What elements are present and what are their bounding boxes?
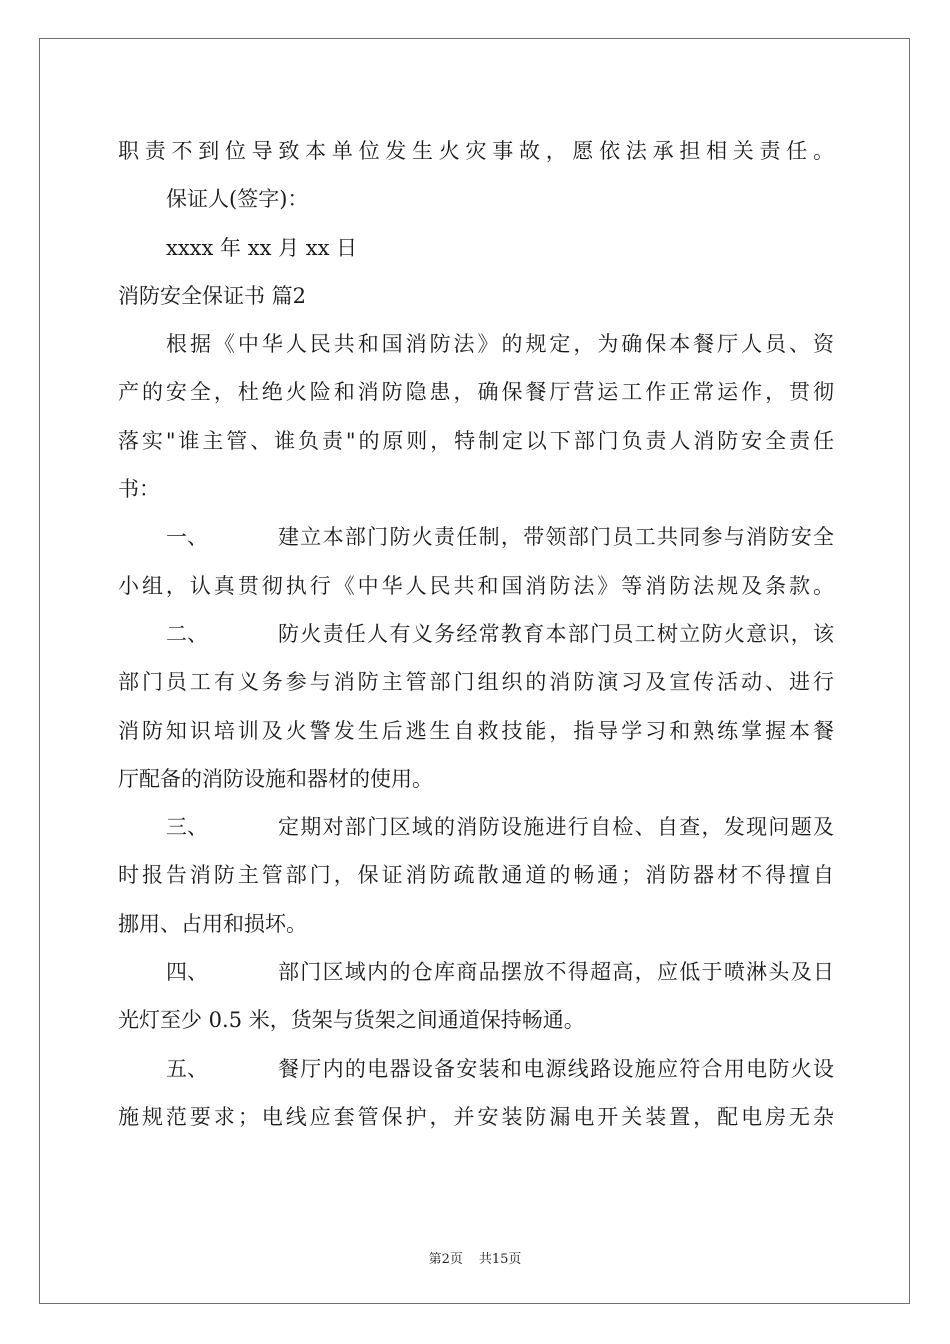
- section-heading: 消防安全保证书 篇2: [118, 283, 307, 308]
- paragraph-line: 挪用、占用和损坏。: [118, 911, 307, 936]
- list-number: 四、: [166, 960, 208, 985]
- list-text: 餐厅内的电器设备安装和电源线路设施应符合用电防火设: [278, 1056, 834, 1081]
- list-item-4: [118, 948, 834, 996]
- paragraph-line: 时报告消防主管部门，保证消防疏散通道的畅通；消防器材不得擅自: [118, 863, 834, 888]
- list-text: 部门区域内的仓库商品摆放不得超高，应低于喷淋头及日: [278, 960, 834, 985]
- paragraph-line: 落实"谁主管、谁负责"的原则，特制定以下部门负责人消防安全责任: [118, 428, 834, 453]
- list-item-3: [118, 803, 834, 851]
- paragraph-line: 产的安全，杜绝火险和消防隐患，确保餐厅营运工作正常运作，贯彻: [118, 380, 834, 405]
- page-number: 第2页: [428, 1252, 463, 1267]
- date-line: xxxx 年 xx 月 xx 日: [166, 235, 358, 260]
- list-text: 防火责任人有义务经常教育本部门员工树立防火意识，该: [278, 621, 834, 646]
- paragraph-line: 职责不到位导致本单位发生火灾事故，愿依法承担相关责任。: [118, 139, 834, 163]
- paragraph-line: 厅配备的消防设施和器材的使用。: [118, 766, 433, 791]
- document-body: [118, 127, 834, 1141]
- list-number: 五、: [166, 1056, 208, 1081]
- list-item-5: [118, 1045, 834, 1093]
- page-footer: [0, 1248, 950, 1267]
- list-item-1: [118, 513, 834, 561]
- list-number: 三、: [166, 815, 208, 840]
- paragraph-line: 光灯至少 0.5 米，货架与货架之间通道保持畅通。: [118, 1008, 585, 1033]
- paragraph-line: 根据《中华人民共和国消防法》的规定，为确保本餐厅人员、资: [166, 332, 834, 357]
- list-item-2: [118, 610, 834, 658]
- list-text: 建立本部门防火责任制，带领部门员工共同参与消防安全: [278, 525, 834, 550]
- paragraph-line: 部门员工有义务参与消防主管部门组织的消防演习及宣传活动、进行: [118, 670, 834, 695]
- paragraph-line: 施规范要求；电线应套管保护，并安装防漏电开关装置，配电房无杂: [118, 1104, 834, 1129]
- list-number: 一、: [166, 525, 208, 550]
- paragraph-line: 小组，认真贯彻执行《中华人民共和国消防法》等消防法规及条款。: [118, 573, 834, 598]
- list-text: 定期对部门区域的消防设施进行自检、自查，发现问题及: [278, 815, 834, 840]
- list-number: 二、: [166, 621, 208, 646]
- paragraph-line: 书：: [118, 477, 160, 502]
- signature-label: 保证人(签字)：: [166, 187, 309, 212]
- page-total: 共15页: [478, 1252, 522, 1267]
- paragraph-line: 消防知识培训及火警发生后逃生自救技能，指导学习和熟练掌握本餐: [118, 718, 834, 743]
